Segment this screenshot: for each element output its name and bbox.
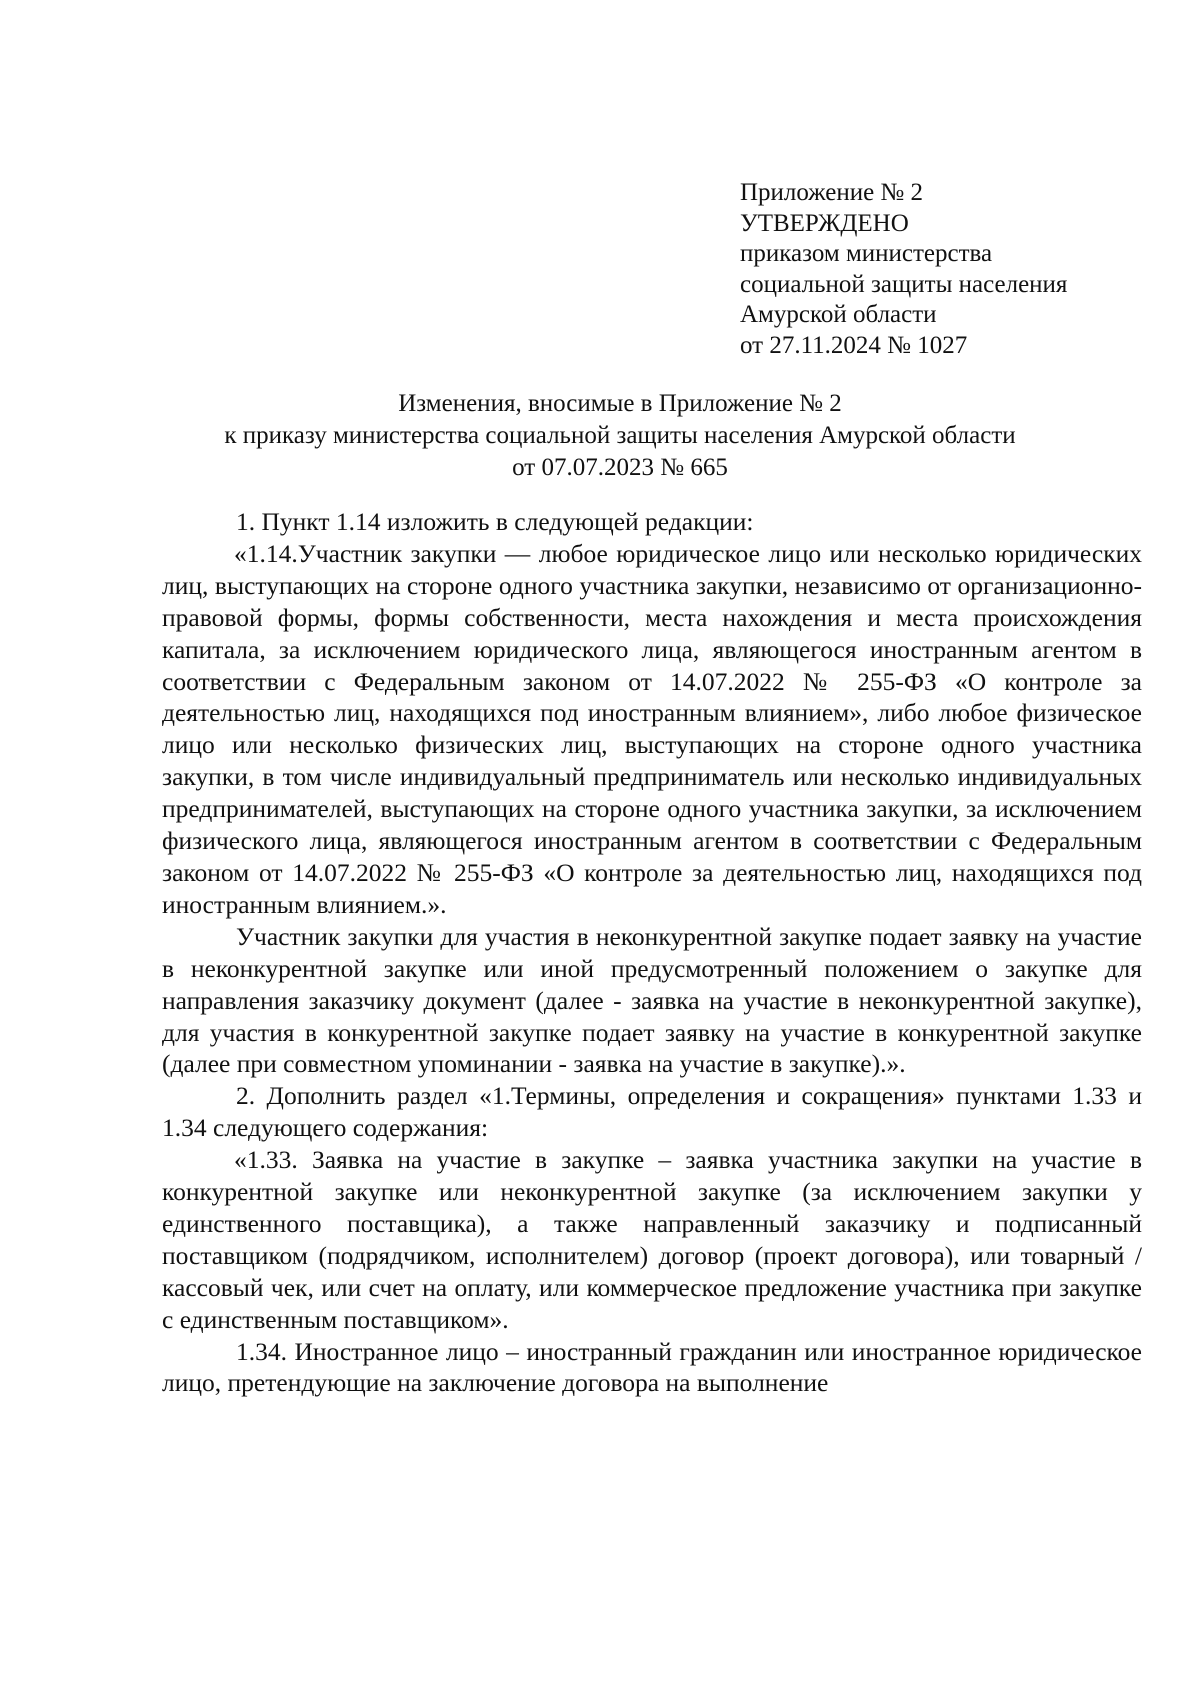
approval-stamp-block [740,178,1160,361]
approved-label: УТВЕРЖДЕНО [740,209,909,237]
appendix-number: Приложение № 2 [740,179,924,206]
ministry-name: социальной защиты населения [740,270,1068,298]
approved-by-line: приказом министерства [740,240,993,267]
order-date-number: от 27.11.2024 № 1027 [740,331,968,359]
title-line-2: к приказу министерства социальной защиты населения Амурской области [224,422,1016,449]
region-name: Амурской области [740,301,937,328]
item-2-clause-1-33: «1.33. Заявка на участие в закупке – заявка участника закупки на участие в конкурентной закупке или неконкурентной закупке (за исключением закупки у единственного поставщика), а также направленный заказчику и подписанный поставщиком (подрядчиком, исполнителем) договор (проект договора), или товарный / кассовый чек, или счет на оплату, или коммерческое предложение участника при закупке с единственным поставщиком». [162,1145,1142,1334]
item-2-heading: 2. Дополнить раздел «1.Термины, определения и сокращения» пунктами 1.33 и 1.34 следующего содержания: [162,1081,1142,1143]
title-line-3: от 07.07.2023 № 665 [512,454,728,481]
item-1-heading: 1. Пункт 1.14 изложить в следующей редакции: [236,507,754,536]
item-1-quote: «1.14.Участник закупки — любое юридическое лицо или несколько юридических лиц, выступающих на стороне одного участника закупки, независимо от организационно-правовой формы, формы собственности, места нахождения и места происхождения капитала, за исключением юридического лица, являющегося иностранным агентом в соответствии с Федеральным законом от 14.07.2022 № 255-ФЗ «О контроле за деятельностью лиц, находящихся под иностранным влиянием», либо любое физическое лицо или несколько физических лиц, выступающих на стороне одного участника закупки, в том числе индивидуальный предприниматель или несколько индивидуальных предпринимателей, выступающих на стороне одного участника закупки, за исключением физического лица, являющегося иностранным агентом в соответствии с Федеральным законом от 14.07.2022 № 255-ФЗ «О контроле за деятельностью лиц, находящихся под иностранным влиянием.». [162,538,1142,919]
title-line-1: Изменения, вносимые в Приложение № 2 [398,390,842,417]
item-2-clause-1-34: 1.34. Иностранное лицо – иностранный гражданин или иностранное юридическое лицо, претендующие на заключение договора на выполнение [162,1336,1142,1398]
document-body [162,506,1142,1399]
document-title [150,388,1090,484]
item-1-paragraph-2: Участник закупки для участия в неконкурентной закупке подает заявку на участие в неконкурентной закупке или иной предусмотренный положением о закупке для направления заказчику документ (далее - заявка на участие в неконкурентной закупке), для участия в конкурентной закупке подает заявку на участие в конкурентной закупке (далее при совместном упоминании - заявка на участие в закупке).». [162,921,1142,1079]
